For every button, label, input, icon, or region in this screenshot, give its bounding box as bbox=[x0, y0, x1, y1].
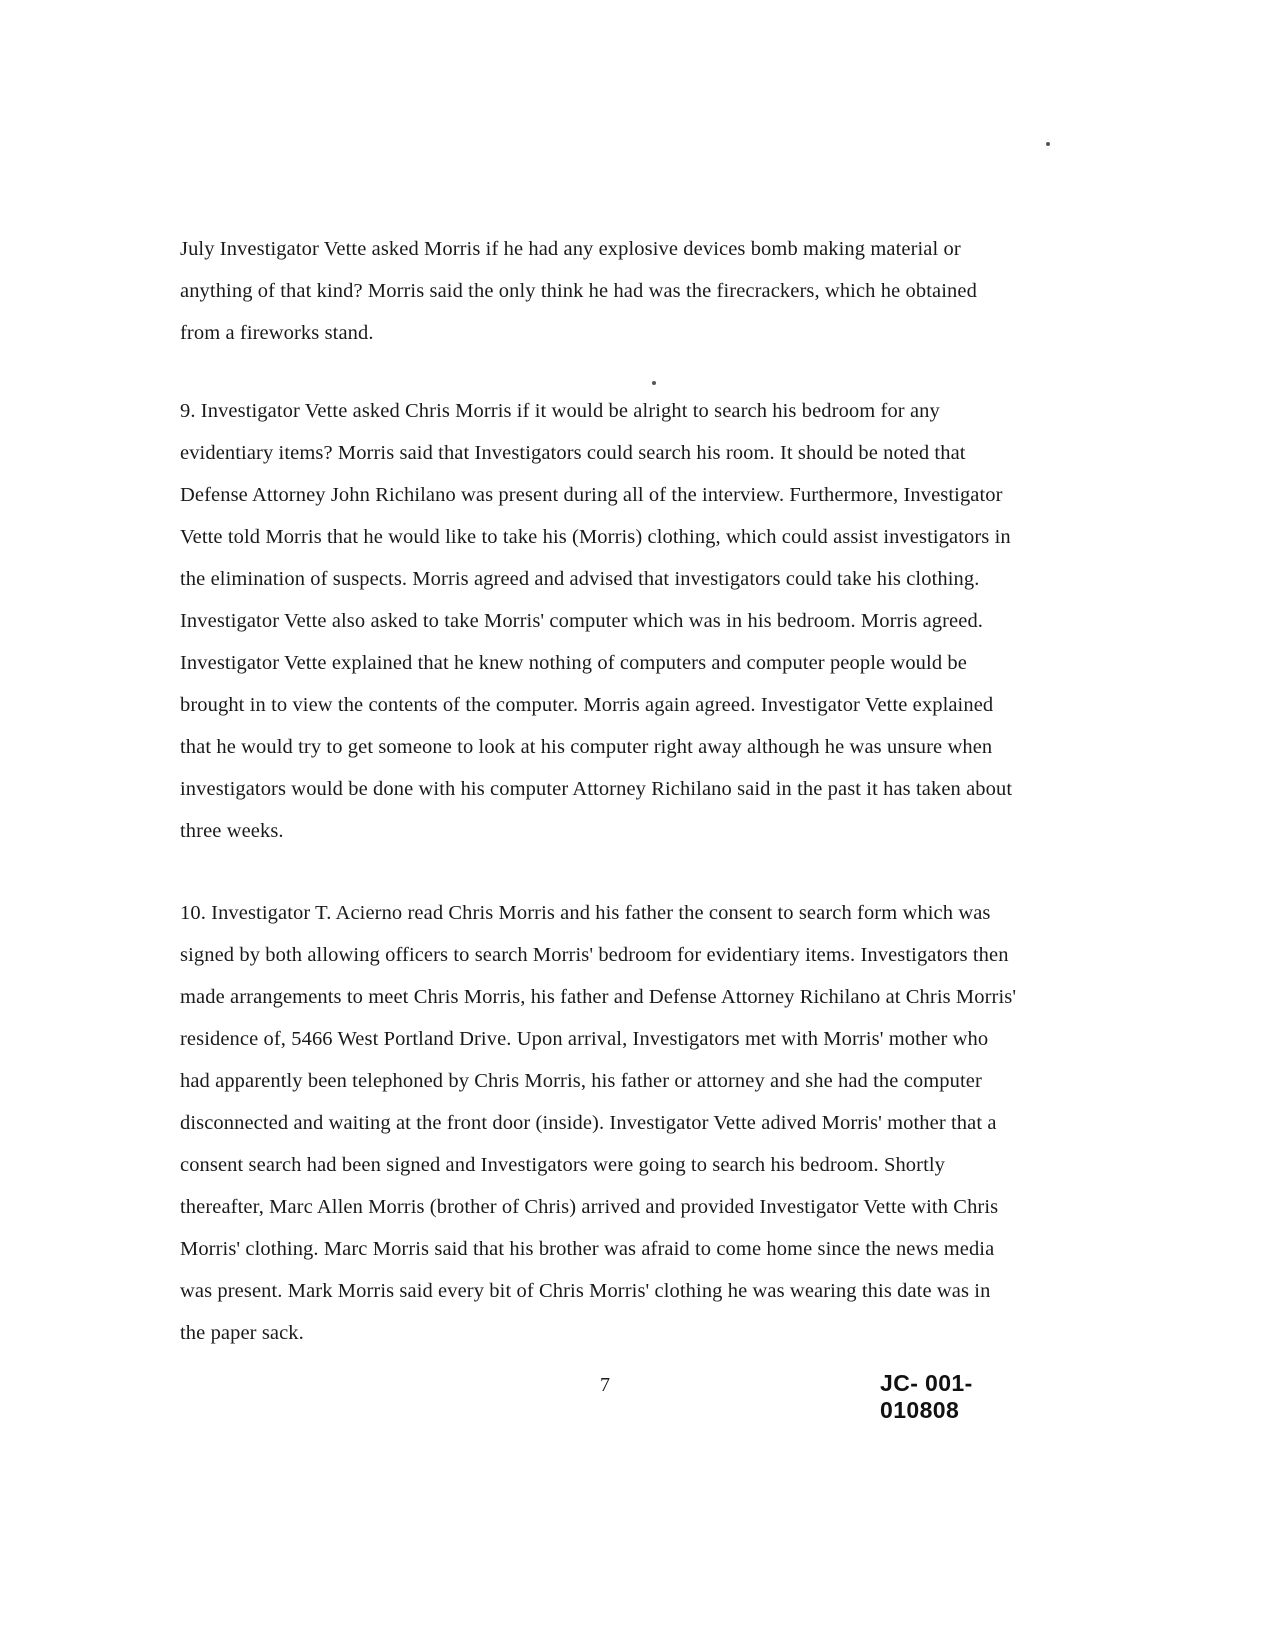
bates-number: JC- 001-010808 bbox=[880, 1370, 973, 1423]
document-body bbox=[180, 228, 1018, 1394]
paragraph-item-9: 9. Investigator Vette asked Chris Morris if it would be alright to search his bedroom for any evidentiary items? Morris said that Investigators could search his room. It should be noted that Defense Attorney John Richilano was present during all of the interview. Furthermore, Investigator Vette told Morris that he would like to take his (Morris) clothing, which could assist investigators in the elimination of suspects. Morris agreed and advised that investigators could take his clothing. Investigator Vette also asked to take Morris' computer which was in his bedroom. Morris agreed. Investigator Vette explained that he knew nothing of computers and computer people would be brought in to view the contents of the computer. Morris again agreed. Investigator Vette explained that he would try to get someone to look at his computer right away although he was unsure when investigators would be done with his computer Attorney Richilano said in the past it has taken about three weeks. bbox=[180, 400, 1013, 842]
page-number: 7 bbox=[600, 1374, 610, 1396]
stray-mark-top bbox=[1046, 142, 1050, 146]
paragraph-intro: July Investigator Vette asked Morris if he had any explosive devices bomb making material or anything of that kind? Morris said the only think he had was the firecrackers, which he obtained from a fireworks stand. bbox=[180, 238, 977, 344]
page-footer bbox=[180, 1370, 1040, 1423]
paragraph-item-10: 10. Investigator T. Acierno read Chris Morris and his father the consent to search form which was signed by both allowing officers to search Morris' bedroom for evidentiary items. Investigators then made arrangements to meet Chris Morris, his father and Defense Attorney Richilano at Chris Morris' residence of, 5466 West Portland Drive. Upon arrival, Investigators met with Morris' mother who had apparently been telephoned by Chris Morris, his father or attorney and she had the computer disconnected and waiting at the front door (inside). Investigator Vette adived Morris' mother that a consent search had been signed and Investigators were going to search his bedroom. Shortly thereafter, Marc Allen Morris (brother of Chris) arrived and provided Investigator Vette with Chris Morris' clothing. Marc Morris said that his brother was afraid to come home since the news media was present. Mark Morris said every bit of Chris Morris' clothing he was wearing this date was in the paper sack. bbox=[180, 902, 1017, 1344]
